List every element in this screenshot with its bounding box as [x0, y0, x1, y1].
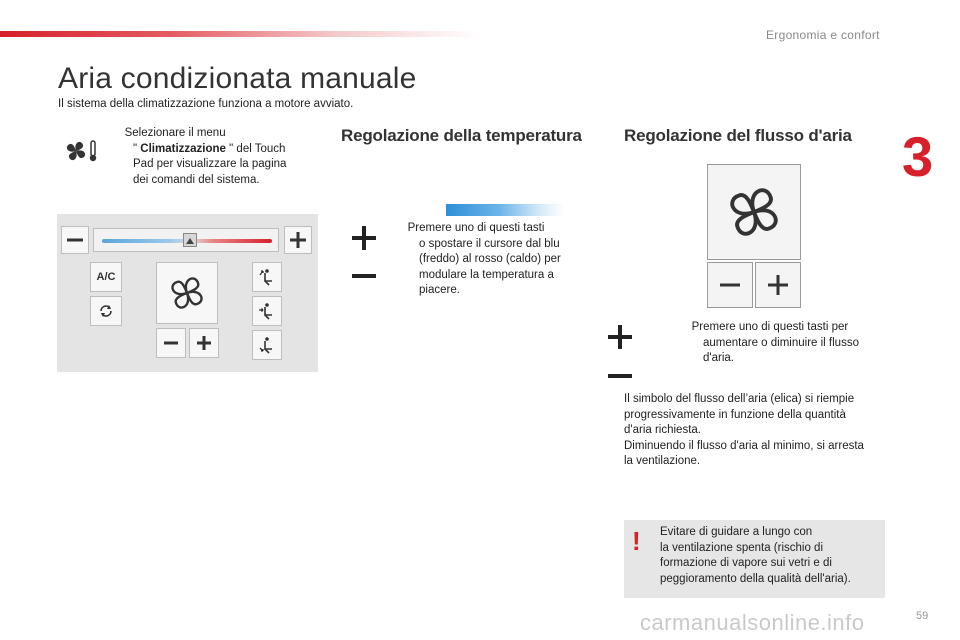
- temperature-line: Premere uno di questi tasti: [407, 222, 545, 234]
- airflow-minus-button[interactable]: [707, 262, 753, 308]
- airflow-plus-icon: [608, 325, 632, 349]
- airflow-paragraph: [624, 392, 894, 470]
- warning-text: [660, 525, 882, 587]
- ac-button[interactable]: [90, 262, 122, 292]
- airflow-line: d'aria.: [703, 352, 734, 364]
- temp-plus-button[interactable]: [284, 226, 312, 254]
- cold-gradient-bar: [446, 204, 564, 216]
- warning-line: peggioramento della qualità dell'aria).: [660, 572, 851, 585]
- seat-airflow-feet-icon: [257, 335, 277, 355]
- section-header: Ergonomia e confort: [766, 28, 880, 42]
- fan-icon: [167, 273, 207, 313]
- temperature-line: o spostare il cursore dal blu: [419, 237, 560, 250]
- airflow-line: Premere uno di questi tasti per: [691, 321, 849, 333]
- temperature-heading: Regolazione della temperatura: [341, 126, 582, 145]
- intro-line-3: Pad per visualizzare la pagina: [133, 158, 287, 170]
- watermark: carmanualsonline.info: [640, 610, 865, 635]
- temperature-line: piacere.: [419, 284, 460, 296]
- temp-minus-button[interactable]: [61, 226, 89, 254]
- fan-minus-button[interactable]: [156, 328, 186, 358]
- airflow-paragraph-line: Diminuendo il flusso d'aria al minimo, si arresta: [624, 439, 864, 452]
- warning-icon: !: [632, 526, 641, 556]
- airflow-paragraph-line: d'aria richiesta.: [624, 424, 701, 436]
- airflow-paragraph-line: progressivamente in funzione della quantità: [624, 408, 846, 421]
- air-distribution-feet-button[interactable]: [252, 330, 282, 360]
- airflow-minus-icon: [608, 366, 632, 371]
- intro-quote: ": [133, 142, 138, 155]
- climate-panel-illustration: [57, 214, 318, 372]
- airflow-paragraph-line: Il simbolo del flusso dell’aria (elica) si riempie: [624, 393, 855, 405]
- temperature-plus-icon: [352, 226, 376, 250]
- seat-airflow-face-icon: [257, 301, 277, 321]
- menu-name-climatizzazione: Climatizzazione: [140, 142, 226, 155]
- intro-line-4: dei comandi del sistema.: [133, 173, 260, 186]
- air-distribution-windscreen-button[interactable]: [252, 262, 282, 292]
- intro-instruction: [115, 126, 315, 188]
- temperature-slider[interactable]: [93, 228, 279, 252]
- fan-icon: [724, 182, 784, 242]
- warning-line: formazione di vapore sui vetri e di: [660, 557, 832, 569]
- fan-plus-button[interactable]: [189, 328, 219, 358]
- recirculation-button[interactable]: [90, 296, 122, 326]
- temperature-line: (freddo) al rosso (caldo) per: [419, 253, 561, 265]
- seat-airflow-up-icon: [257, 267, 277, 287]
- temperature-instruction: [398, 221, 583, 299]
- air-distribution-face-button[interactable]: [252, 296, 282, 326]
- fan-display: [156, 262, 218, 324]
- airflow-fan-display: [707, 164, 801, 260]
- recirculation-icon: [97, 302, 115, 320]
- temperature-minus-icon: [352, 266, 376, 271]
- page-subtitle: Il sistema della climatizzazione funziona a motore avviato.: [58, 98, 354, 110]
- chapter-number: 3: [902, 125, 934, 188]
- header-accent-bar: [0, 31, 480, 37]
- temperature-line: modulare la temperatura a: [419, 268, 554, 281]
- page-number: 59: [916, 610, 929, 622]
- climate-menu-icon: [64, 138, 100, 164]
- airflow-heading: Regolazione del flusso d'aria: [624, 126, 852, 145]
- airflow-instruction: [682, 320, 892, 367]
- warning-line: Evitare di guidare a lungo con: [660, 526, 813, 538]
- ac-label: A/C: [96, 271, 116, 283]
- intro-line-2: " del Touch: [229, 142, 286, 155]
- intro-line-1: Selezionare il menu: [124, 127, 226, 139]
- airflow-plus-button[interactable]: [755, 262, 801, 308]
- page-title: Aria condizionata manuale: [58, 62, 417, 95]
- warning-line: la ventilazione spenta (rischio di: [660, 541, 824, 554]
- airflow-paragraph-line: la ventilazione.: [624, 455, 701, 467]
- airflow-line: aumentare o diminuire il flusso: [703, 336, 859, 349]
- slider-knob[interactable]: [183, 233, 197, 247]
